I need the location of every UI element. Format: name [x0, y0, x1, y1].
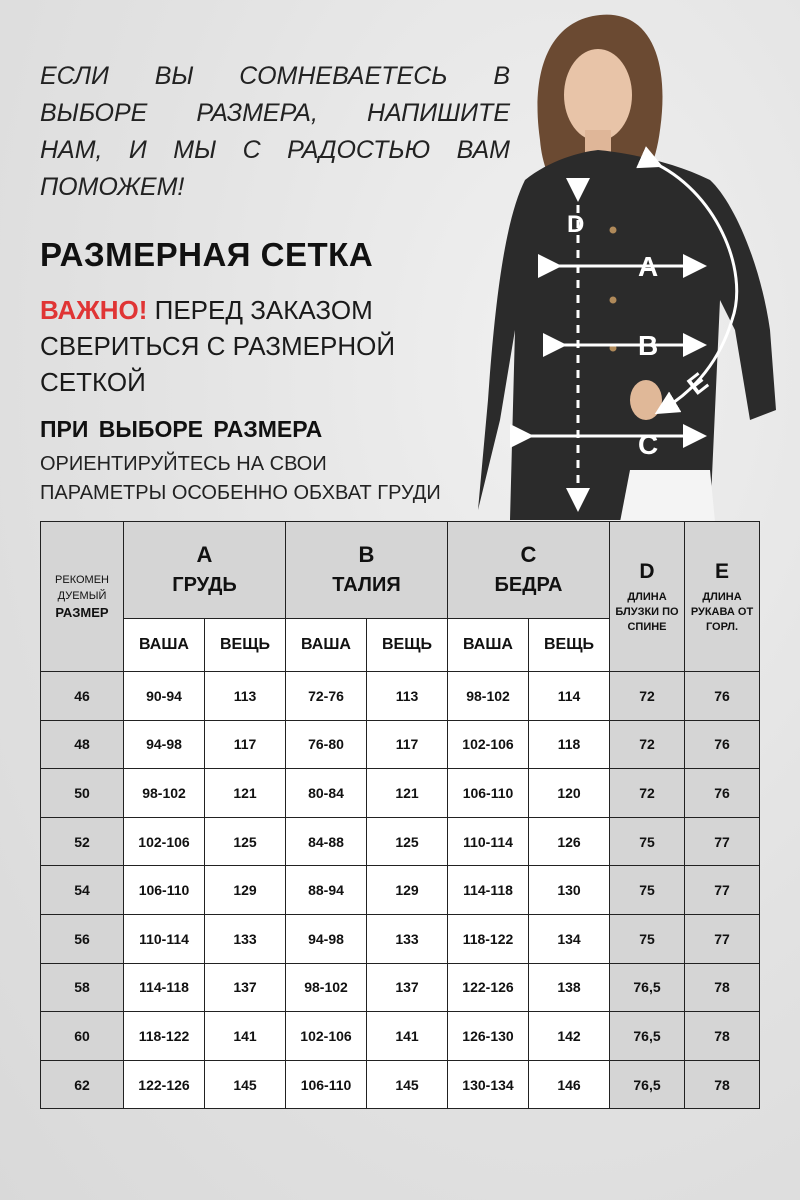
- waist-yours-cell: 76-80: [286, 720, 367, 769]
- chest-item-cell: 113: [205, 672, 286, 721]
- size-cell: 62: [41, 1060, 124, 1109]
- waist-yours-cell: 94-98: [286, 914, 367, 963]
- hips-item-cell: 146: [529, 1060, 610, 1109]
- chest-name: ГРУДЬ: [172, 574, 237, 596]
- sleeve-length-cell: 76: [685, 672, 760, 721]
- table-row: [41, 720, 760, 769]
- hips-item-cell: 114: [529, 672, 610, 721]
- hips-item-cell: 134: [529, 914, 610, 963]
- waist-yours-cell: 88-94: [286, 866, 367, 915]
- d-label: D: [567, 211, 585, 238]
- hips-yours-cell: 110-114: [448, 817, 529, 866]
- hand-shape: [630, 380, 662, 420]
- chest-yours-cell: 102-106: [124, 817, 205, 866]
- chest-item-cell: 117: [205, 720, 286, 769]
- table-row: [41, 1060, 760, 1109]
- hips-header: [448, 522, 610, 619]
- important-label: ВАЖНО!: [40, 295, 148, 325]
- chest-item-cell: 121: [205, 769, 286, 818]
- waist-item-cell: 117: [367, 720, 448, 769]
- hips-letter: C: [520, 542, 537, 567]
- waist-yours-cell: 102-106: [286, 1012, 367, 1061]
- chest-header: [124, 522, 286, 619]
- hips-item-cell: 120: [529, 769, 610, 818]
- blouse-length-cell: 75: [610, 817, 685, 866]
- sleeve-length-cell: 77: [685, 866, 760, 915]
- blouse-length-cell: 76,5: [610, 1060, 685, 1109]
- table-row: [41, 672, 760, 721]
- chest-item-cell: 133: [205, 914, 286, 963]
- chest-yours-header: ВАША: [124, 619, 205, 672]
- hips-name: БЕДРА: [494, 574, 563, 596]
- waist-yours-cell: 98-102: [286, 963, 367, 1012]
- shirt-shape: [478, 150, 776, 520]
- important-note: [40, 292, 440, 400]
- recommended-size-top: РЕКОМЕН ДУЕМЫЙ: [55, 573, 109, 602]
- important-line-1: ПЕРЕД ЗАКАЗОМ: [147, 295, 373, 325]
- c-label: C: [638, 429, 659, 460]
- chest-yours-cell: 90-94: [124, 672, 205, 721]
- hips-yours-cell: 130-134: [448, 1060, 529, 1109]
- sleeve-length-cell: 78: [685, 1012, 760, 1061]
- choice-title: ПРИ ВЫБОРЕ РАЗМЕРА: [40, 416, 323, 442]
- hips-item-cell: 138: [529, 963, 610, 1012]
- size-chart-table: [40, 521, 760, 1109]
- size-cell: 46: [41, 672, 124, 721]
- blouse-length-cell: 75: [610, 866, 685, 915]
- blouse-length-letter: D: [639, 560, 655, 583]
- hips-yours-cell: 98-102: [448, 672, 529, 721]
- waist-item-cell: 137: [367, 963, 448, 1012]
- shirt-button: [610, 297, 617, 304]
- waist-name: ТАЛИЯ: [332, 574, 401, 596]
- face-shape: [564, 49, 632, 141]
- size-cell: 56: [41, 914, 124, 963]
- size-cell: 52: [41, 817, 124, 866]
- sleeve-length-cell: 77: [685, 817, 760, 866]
- choice-line-2: ПАРАМЕТРЫ ОСОБЕННО ОБХВАТ ГРУДИ: [40, 482, 441, 504]
- waist-yours-header: ВАША: [286, 619, 367, 672]
- chest-yours-cell: 114-118: [124, 963, 205, 1012]
- sleeve-length-cell: 78: [685, 963, 760, 1012]
- size-cell: 50: [41, 769, 124, 818]
- hips-yours-cell: 118-122: [448, 914, 529, 963]
- waist-item-cell: 125: [367, 817, 448, 866]
- a-label: A: [638, 251, 659, 282]
- hips-item-cell: 142: [529, 1012, 610, 1061]
- hips-item-header: ВЕЩЬ: [529, 619, 610, 672]
- table-row: [41, 963, 760, 1012]
- choice-line-1: ОРИЕНТИРУЙТЕСЬ НА СВОИ: [40, 453, 327, 475]
- waist-yours-cell: 72-76: [286, 672, 367, 721]
- chest-yours-cell: 110-114: [124, 914, 205, 963]
- hips-yours-cell: 102-106: [448, 720, 529, 769]
- hips-item-cell: 130: [529, 866, 610, 915]
- blouse-length-cell: 76,5: [610, 1012, 685, 1061]
- important-line-2: СВЕРИТЬСЯ С РАЗМЕРНОЙ: [40, 331, 396, 361]
- sleeve-length-letter: E: [714, 560, 729, 583]
- table-row: [41, 817, 760, 866]
- chest-item-cell: 145: [205, 1060, 286, 1109]
- blouse-length-cell: 75: [610, 914, 685, 963]
- e-label: E: [681, 366, 714, 401]
- waist-header: [286, 522, 448, 619]
- important-line-3: СЕТКОЙ: [40, 367, 146, 397]
- chest-item-cell: 137: [205, 963, 286, 1012]
- hips-item-cell: 118: [529, 720, 610, 769]
- size-cell: 54: [41, 866, 124, 915]
- recommended-size-bottom: РАЗМЕР: [55, 604, 109, 620]
- sleeve-length-name: ДЛИНА РУКАВА ОТ ГОРЛ.: [690, 591, 754, 633]
- model-measurement-illustration: [470, 0, 800, 522]
- chest-item-header: ВЕЩЬ: [205, 619, 286, 672]
- waist-item-cell: 141: [367, 1012, 448, 1061]
- sleeve-length-header: [685, 522, 760, 672]
- hips-yours-cell: 122-126: [448, 963, 529, 1012]
- sleeve-length-cell: 78: [685, 1060, 760, 1109]
- hips-yours-header: ВАША: [448, 619, 529, 672]
- table-row: [41, 914, 760, 963]
- table-row: [41, 1012, 760, 1061]
- chest-letter: A: [196, 542, 213, 567]
- sleeve-length-cell: 76: [685, 720, 760, 769]
- intro-text: ЕСЛИ ВЫ СОМНЕВАЕТЕСЬ В ВЫБОРЕ РАЗМЕРА, НАПИШИТЕ НАМ, И МЫ С РАДОСТЬЮ ВАМ ПОМОЖЕМ!: [40, 62, 510, 201]
- waist-yours-cell: 106-110: [286, 1060, 367, 1109]
- sleeve-length-cell: 76: [685, 769, 760, 818]
- hips-yours-cell: 106-110: [448, 769, 529, 818]
- size-cell: 48: [41, 720, 124, 769]
- waist-item-cell: 129: [367, 866, 448, 915]
- chest-yours-cell: 98-102: [124, 769, 205, 818]
- hips-item-cell: 126: [529, 817, 610, 866]
- table-row: [41, 769, 760, 818]
- hips-yours-cell: 126-130: [448, 1012, 529, 1061]
- chest-yours-cell: 106-110: [124, 866, 205, 915]
- chest-yours-cell: 94-98: [124, 720, 205, 769]
- waist-item-cell: 121: [367, 769, 448, 818]
- size-cell: 60: [41, 1012, 124, 1061]
- blouse-length-cell: 72: [610, 672, 685, 721]
- waist-item-header: ВЕЩЬ: [367, 619, 448, 672]
- chest-yours-cell: 118-122: [124, 1012, 205, 1061]
- chest-item-cell: 141: [205, 1012, 286, 1061]
- waist-item-cell: 145: [367, 1060, 448, 1109]
- blouse-length-cell: 76,5: [610, 963, 685, 1012]
- sleeve-length-cell: 77: [685, 914, 760, 963]
- shirt-button: [610, 227, 617, 234]
- b-label: B: [638, 330, 659, 361]
- hips-yours-cell: 114-118: [448, 866, 529, 915]
- chest-yours-cell: 122-126: [124, 1060, 205, 1109]
- blouse-length-cell: 72: [610, 720, 685, 769]
- waist-yours-cell: 80-84: [286, 769, 367, 818]
- waist-yours-cell: 84-88: [286, 817, 367, 866]
- blouse-length-name: ДЛИНА БЛУЗКИ ПО СПИНЕ: [615, 591, 679, 633]
- pants-shape: [620, 470, 715, 522]
- chest-item-cell: 125: [205, 817, 286, 866]
- page-title: РАЗМЕРНАЯ СЕТКА: [40, 236, 374, 273]
- waist-item-cell: 113: [367, 672, 448, 721]
- choice-text: [40, 450, 441, 508]
- waist-item-cell: 133: [367, 914, 448, 963]
- table-row: [41, 866, 760, 915]
- blouse-length-cell: 72: [610, 769, 685, 818]
- chest-item-cell: 129: [205, 866, 286, 915]
- waist-letter: B: [358, 542, 375, 567]
- blouse-length-header: [610, 522, 685, 672]
- size-cell: 58: [41, 963, 124, 1012]
- recommended-size-header: [41, 522, 124, 672]
